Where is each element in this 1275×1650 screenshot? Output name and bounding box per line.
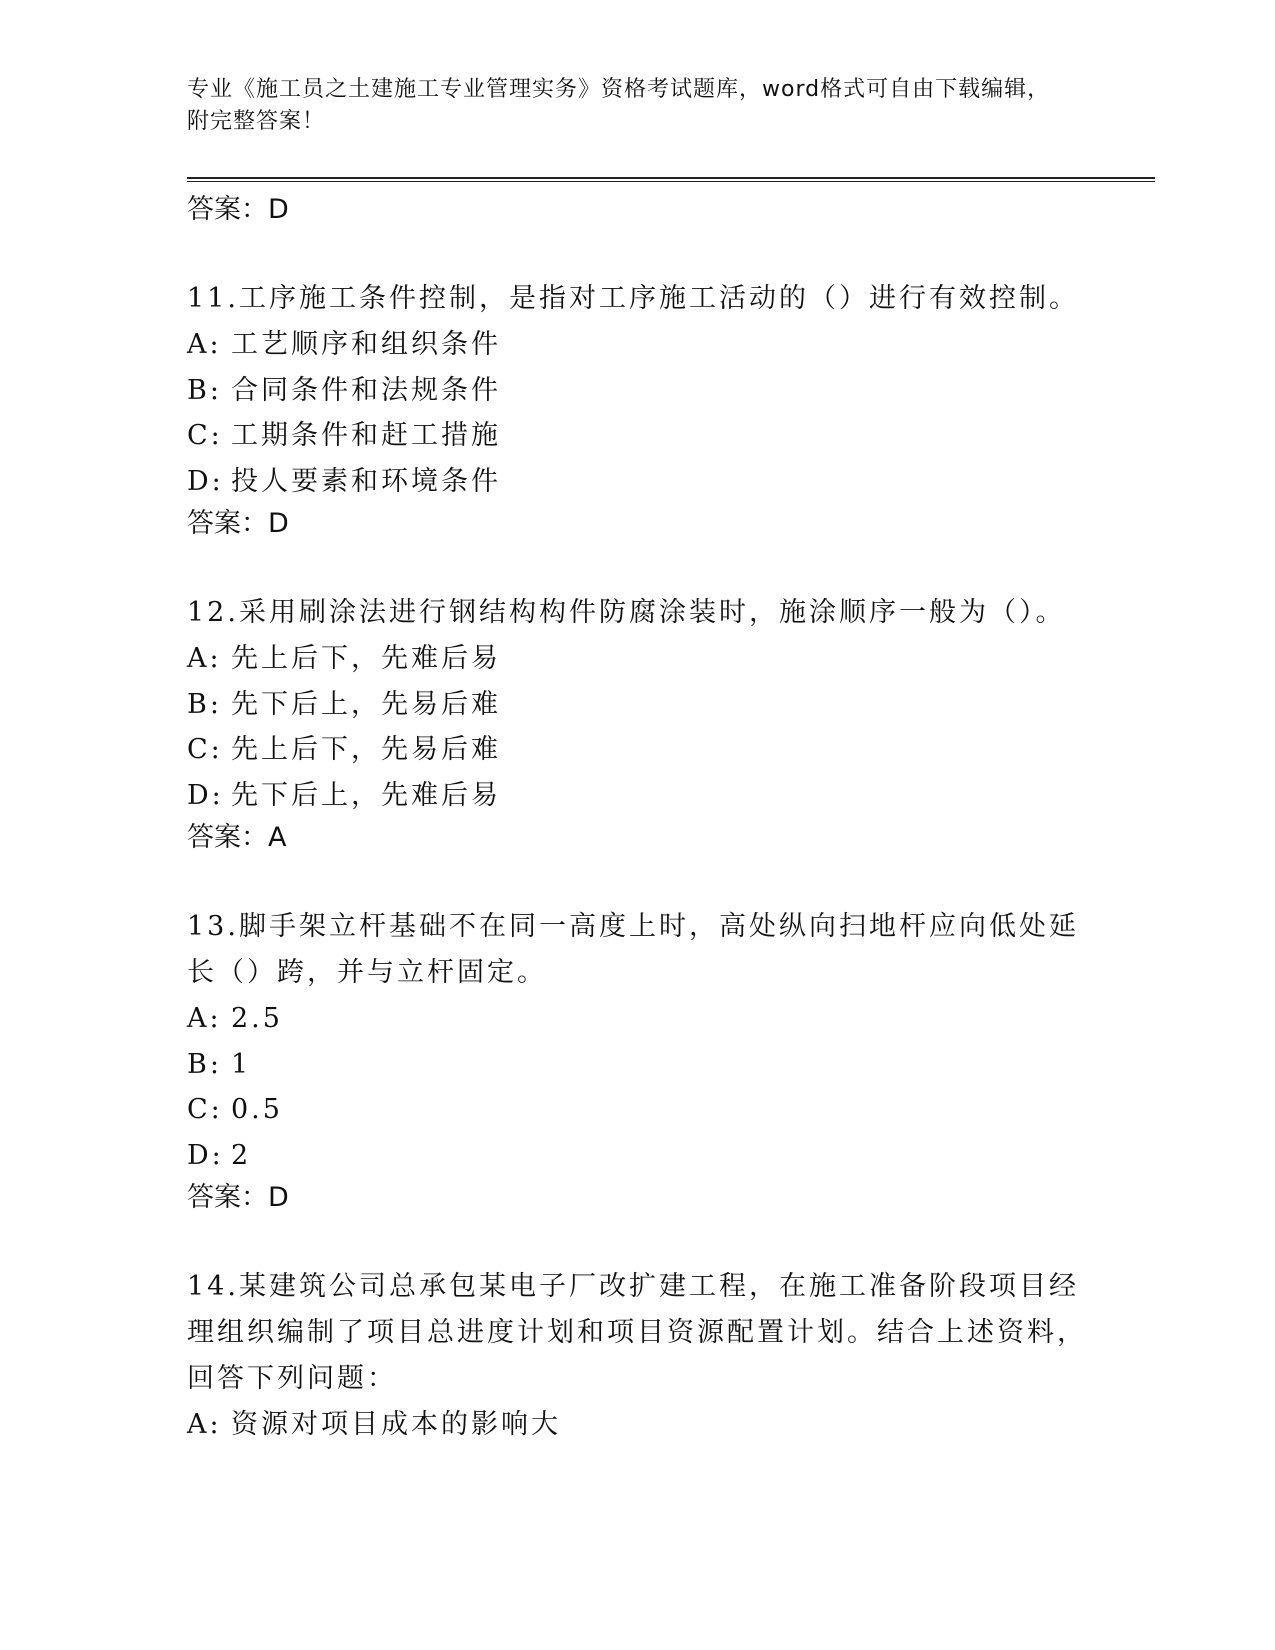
option-label: D:: [187, 1139, 224, 1171]
document-header: 专业《施工员之土建施工专业管理实务》资格考试题库，word格式可自由下载编辑，附完整答案！: [187, 77, 1051, 134]
option-text: 先下后上，先难后易: [231, 779, 501, 811]
option-c: [187, 727, 1087, 773]
option-text: 工艺顺序和组织条件: [231, 329, 501, 360]
option-text: 先上后下，先难后易: [231, 643, 501, 674]
option-a: [187, 322, 1087, 368]
option-a: [187, 1402, 1087, 1448]
question-stem: 14.某建筑公司总承包某电子厂改扩建工程，在施工准备阶段项目经理组织编制了项目总进度计划和项目资源配置计划。结合上述资料，回答下列问题：: [187, 1271, 1087, 1394]
option-text: 2.5: [231, 1003, 283, 1034]
question-list: [187, 190, 1087, 1448]
previous-answer: 答案：D: [187, 194, 289, 225]
option-text: 工期条件和赶工措施: [231, 420, 501, 451]
option-label: A:: [187, 1409, 222, 1440]
option-a: [187, 996, 1087, 1042]
option-d: [187, 1133, 1087, 1179]
option-label: A:: [187, 1003, 222, 1034]
spacer: [187, 1218, 1087, 1264]
option-text: 先下后上，先易后难: [231, 688, 501, 720]
option-b: [187, 682, 1087, 728]
option-b: [187, 368, 1087, 414]
answer-line: 答案：D: [187, 508, 289, 539]
question-stem: 12.采用刷涂法进行钢结构构件防腐涂装时，施涂顺序一般为（）。: [187, 597, 1066, 628]
option-label: D:: [187, 465, 224, 497]
option-text: 2: [231, 1139, 252, 1171]
option-label: D:: [187, 779, 224, 811]
option-c: [187, 413, 1087, 459]
option-a: [187, 636, 1087, 682]
question-stem: 11.工序施工条件控制，是指对工序施工活动的（）进行有效控制。: [187, 283, 1079, 314]
option-label: B:: [187, 1048, 222, 1080]
option-c: [187, 1087, 1087, 1133]
question-block-14: [187, 1264, 1087, 1448]
spacer: [187, 230, 1087, 276]
question-block-13: [187, 904, 1087, 1218]
option-label: B:: [187, 374, 222, 406]
option-label: C:: [187, 420, 223, 451]
option-label: C:: [187, 734, 223, 765]
option-text: 1: [231, 1048, 252, 1080]
option-label: A:: [187, 643, 222, 674]
option-text: 合同条件和法规条件: [231, 374, 501, 406]
header-divider-thin: [187, 181, 1155, 182]
answer-line: 答案：A: [187, 822, 287, 853]
question-block-11: [187, 276, 1087, 544]
question-stem: 13.脚手架立杆基础不在同一高度上时，高处纵向扫地杆应向低处延长（）跨，并与立杆固定。: [187, 911, 1079, 988]
option-text: 先上后下，先易后难: [231, 734, 501, 765]
option-text: 0.5: [231, 1094, 283, 1125]
option-b: [187, 1042, 1087, 1088]
question-block-12: [187, 590, 1087, 858]
option-label: A:: [187, 329, 222, 360]
option-d: [187, 459, 1087, 505]
answer-line: 答案：D: [187, 1182, 289, 1213]
option-label: C:: [187, 1094, 223, 1125]
option-text: 资源对项目成本的影响大: [231, 1409, 561, 1440]
header-divider: [187, 177, 1155, 179]
spacer: [187, 858, 1087, 904]
option-text: 投人要素和环境条件: [231, 465, 501, 497]
spacer: [187, 544, 1087, 590]
option-label: B:: [187, 688, 222, 720]
option-d: [187, 773, 1087, 819]
